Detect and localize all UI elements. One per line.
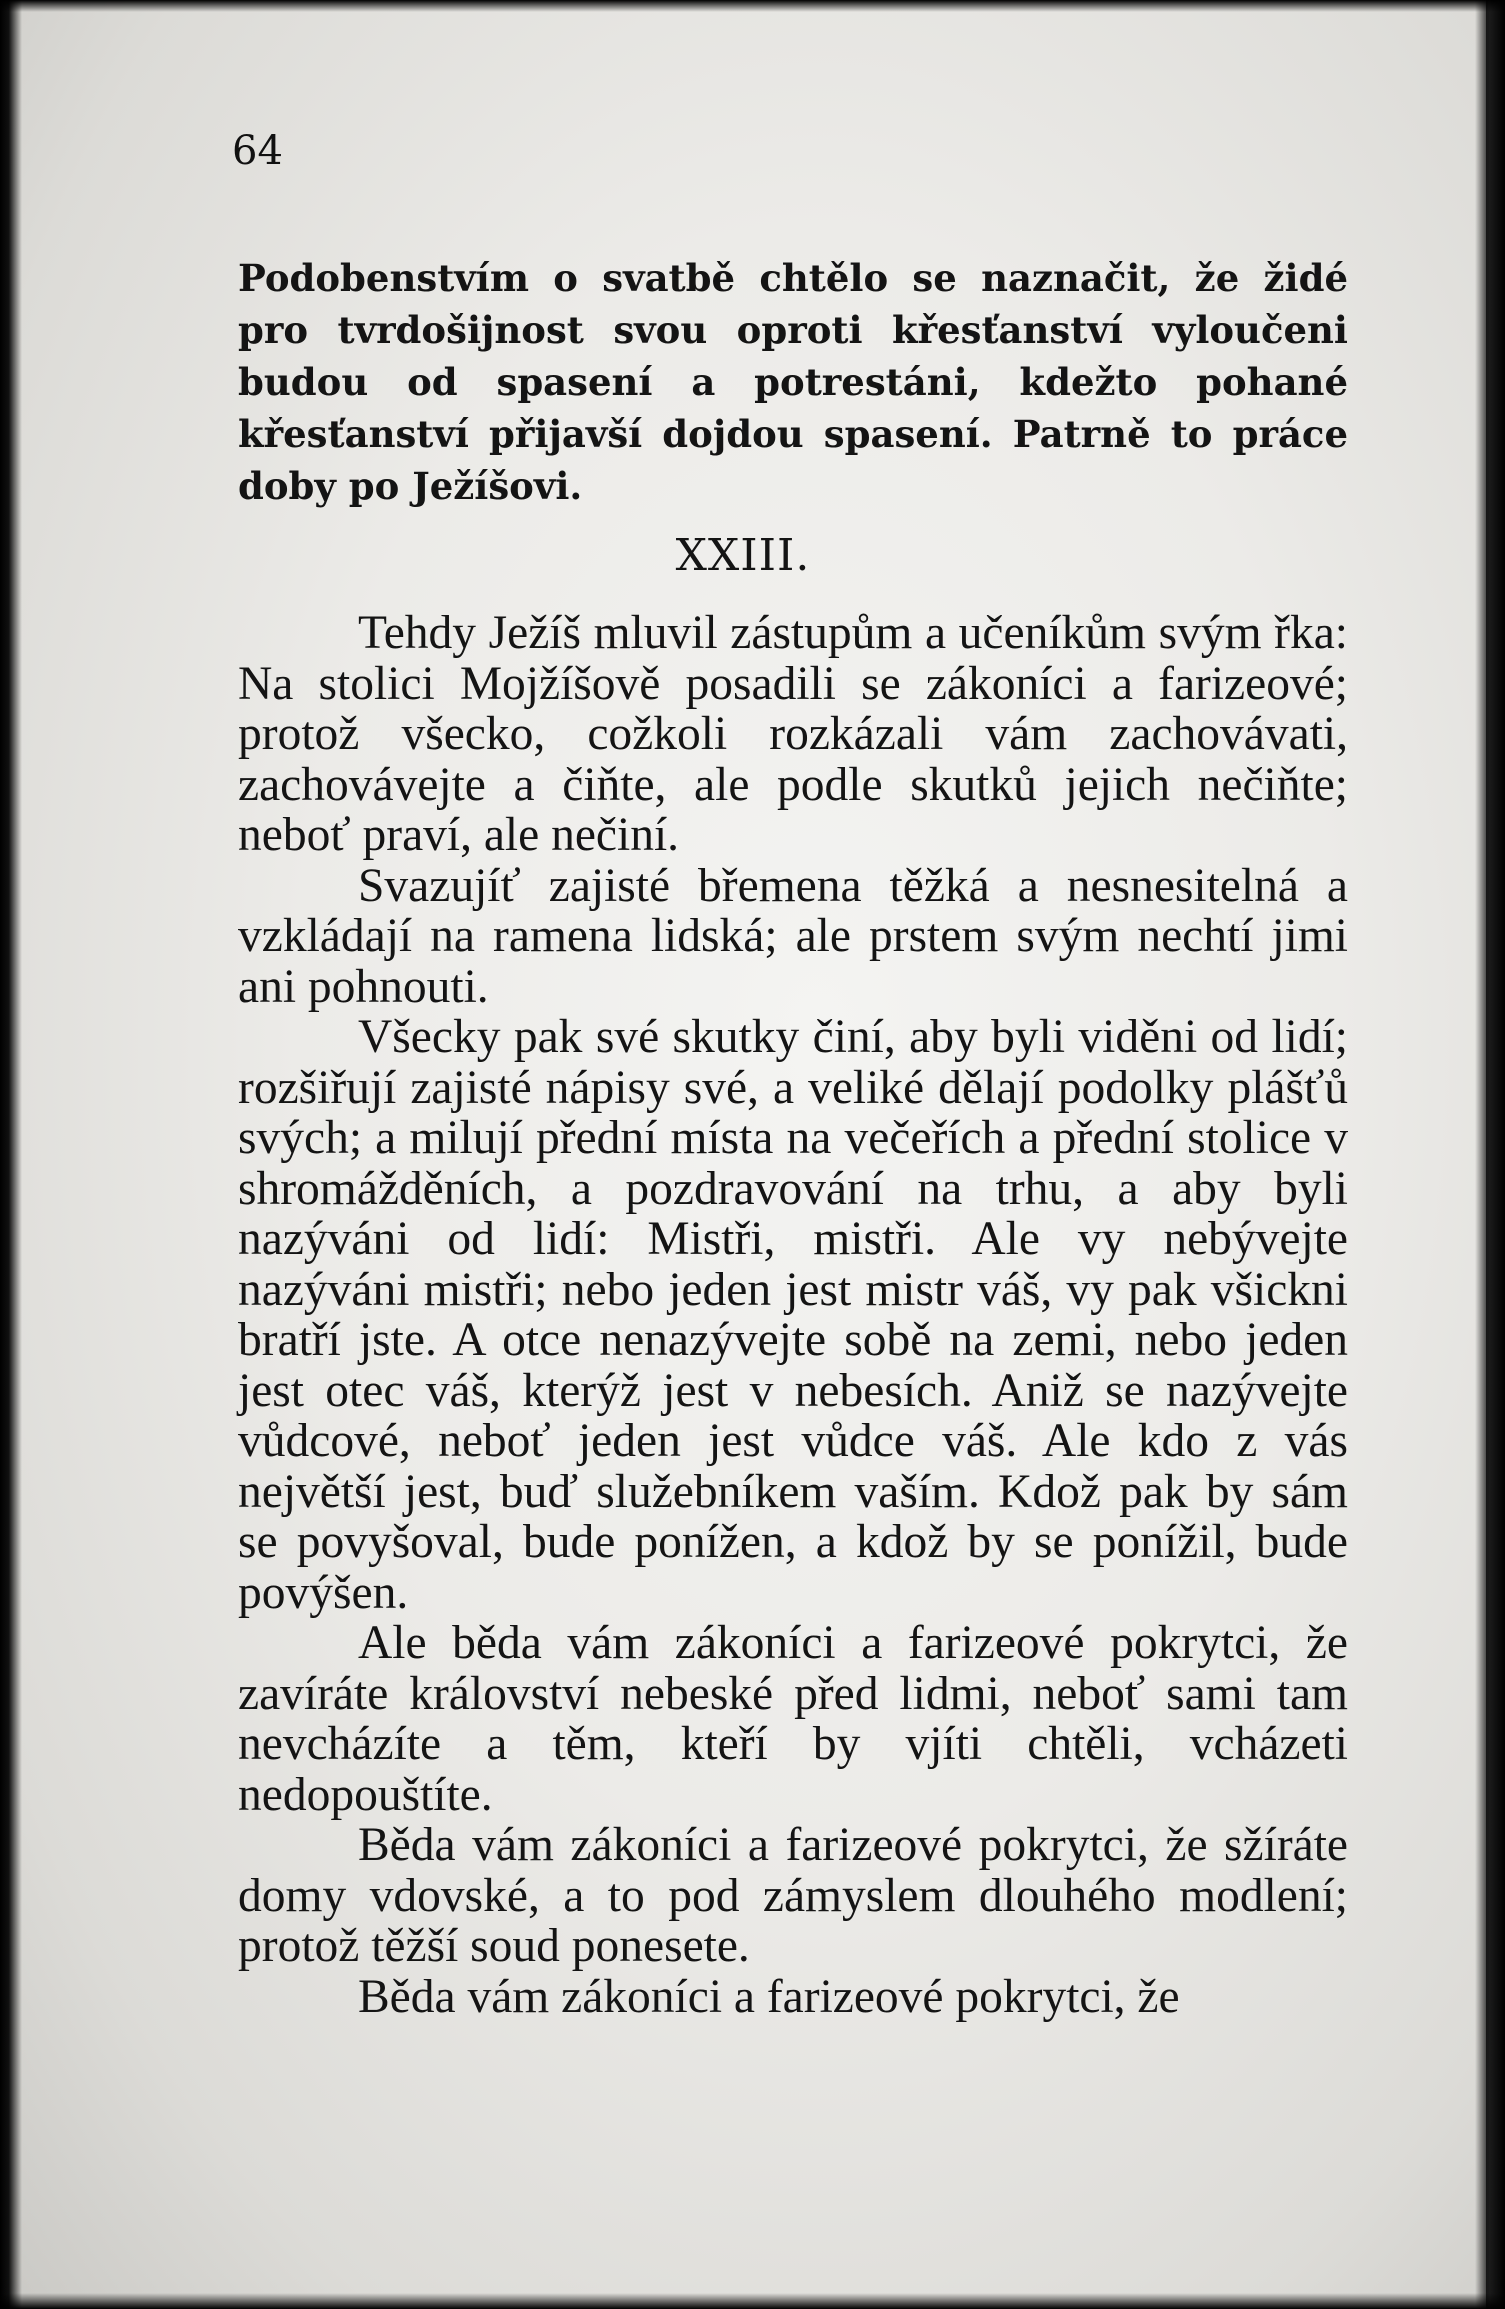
scan-border-bottom	[0, 2293, 1505, 2309]
scan-border-right	[1475, 0, 1505, 2309]
intro-paragraph: Podobenstvím o svatbě chtělo se naznačit, že židé pro tvrdošijnost svou oproti křesťanství vyloučeni budou od spasení a potrestáni, kdežto pohané křesťanství přijavší dojdou spasení. Patrně to práce doby po Ježíšovi.	[238, 256, 1348, 508]
chapter-text	[238, 608, 1348, 2022]
paragraph: Běda vám zákoníci a farizeové pokrytci, že sžíráte domy vdovské, a to pod zámyslem dlouhého modlení; protož těžší soud ponesete.	[238, 1819, 1348, 1972]
page-number: 64	[232, 128, 283, 174]
paragraph: Tehdy Ježíš mluvil zástupům a učeníkům svým řka: Na stolici Mojžíšově posadili se zákoníci a farizeové; protož všecko, cožkoli rozkázali vám zachovávati, zachovávejte a čiňte, ale podle skutků jejich nečiňte; neboť praví, ale nečiní.	[238, 607, 1348, 861]
scan-border-left	[0, 0, 22, 2309]
paragraph: Svazujíť zajisté břemena těžká a nesnesitelná a vzkládají na ramena lidská; ale prstem svým nechtí jimi ani pohnouti.	[238, 859, 1348, 1013]
intro-note	[238, 252, 1348, 512]
paragraph: Všecky pak své skutky činí, aby byli viděni od lidí; rozšiřují zajisté nápisy své, a veliké dělají podolky plášťů svých; a milují přední místa na večeřích a přední stolice v shromážděních, a pozdravování na trhu, a aby byli nazýváni od lidí: Mistři, mistři. Ale vy nebývejte nazýváni mistři; nebo jeden jest mistr váš, vy pak všickni bratří jste. A otce nenazývejte sobě na zemi, nebo jeden jest otec váš, kterýž jest v nebesích. Aniž se nazývejte vůdcové, neboť jeden jest vůdce váš. Ale kdo z vás největší jest, buď služebníkem vaším. Kdož pak by sám se povyšoval, bude ponížen, a kdož by se ponížil, bude povýšen.	[238, 1011, 1348, 1619]
paragraph: Ale běda vám zákoníci a farizeové pokrytci, že zavíráte království nebeské před lidmi, neboť sami tam nevcházíte a těm, kteří by vjíti chtěli, vcházeti nedopouštíte.	[238, 1617, 1348, 1821]
scan-border-top	[0, 0, 1505, 12]
paragraph: Běda vám zákoníci a farizeové pokrytci, že	[358, 1970, 1180, 2023]
chapter-heading: XXIII.	[675, 530, 811, 581]
